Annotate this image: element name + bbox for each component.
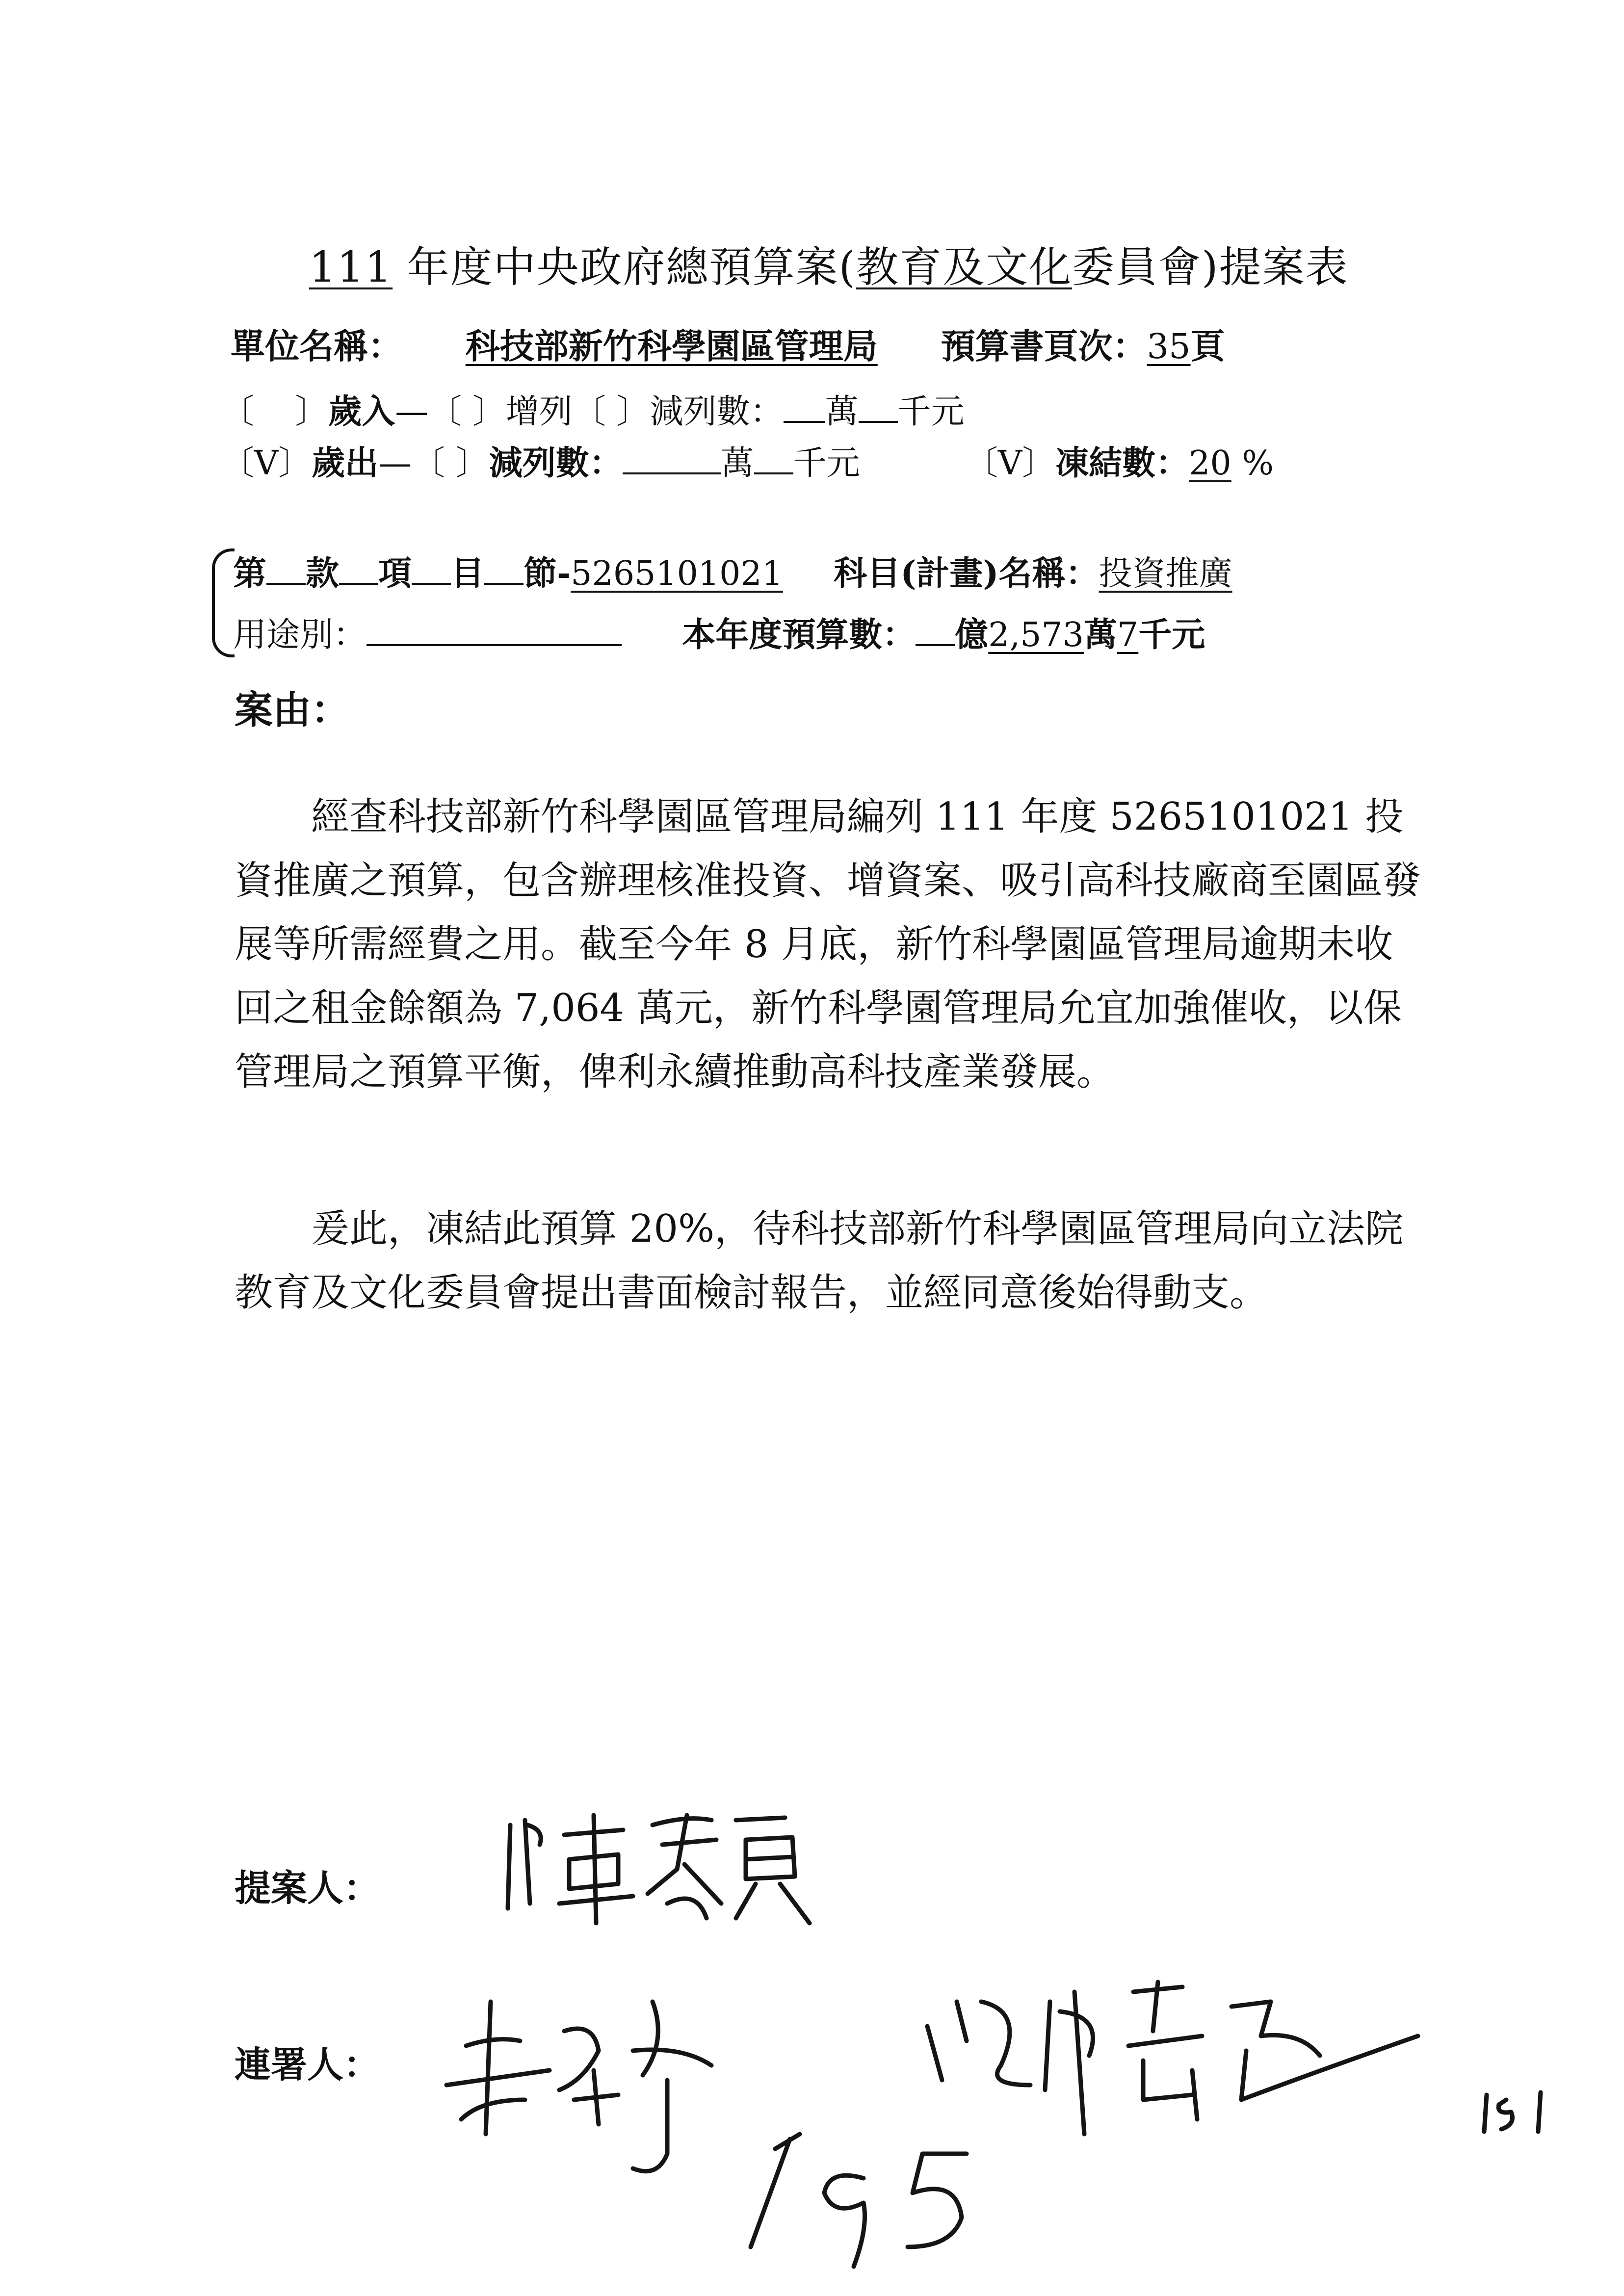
expense-mark: 〔V〕	[221, 444, 312, 483]
form-title	[309, 233, 1349, 294]
revenue-bracket-b: 〔 〕	[572, 392, 650, 431]
title-year: 111	[309, 243, 393, 292]
page-value: 35	[1147, 326, 1191, 366]
page-number	[1477, 2085, 1560, 2139]
cosigner-signatures	[437, 1972, 1467, 2276]
revenue-bracket-a: 〔 〕	[428, 392, 506, 431]
revenue-wan: 萬	[825, 392, 859, 431]
subject-label: 科目(計畫)名稱：	[834, 554, 1099, 593]
revenue-dash: —	[395, 392, 429, 431]
budget-amount: 2,573	[988, 616, 1084, 654]
unit-row	[231, 319, 1225, 368]
revenue-qian: 千元	[897, 392, 965, 431]
unit-value: 科技部新竹科學園區管理局	[465, 326, 878, 366]
item-mu: 目	[451, 554, 485, 593]
cosigner-label: 連署人：	[235, 2044, 380, 2086]
title-after: 委員會)提案表	[1072, 243, 1349, 292]
budget-yi: 億	[955, 615, 989, 654]
expense-decrease: 減列數：	[489, 444, 623, 483]
usage-row	[233, 608, 1205, 656]
budget-qian-amount: 7	[1117, 616, 1139, 654]
expense-dash: —	[378, 444, 412, 483]
budget-label: 本年度預算數：	[682, 615, 916, 654]
expense-row	[221, 437, 1274, 484]
revenue-open: 〔	[221, 392, 255, 431]
proposer-signature	[491, 1805, 834, 1933]
item-bracket	[212, 548, 235, 657]
subject-value: 投資推廣	[1099, 554, 1232, 593]
proposer-label: 提案人：	[235, 1867, 380, 1909]
budget-qian: 千元	[1138, 615, 1205, 654]
unit-label: 單位名稱：	[231, 326, 402, 366]
reason-paragraph-1: 經查科技部新竹科學園區管理局編列 111 年度 5265101021 投資推廣之預算，包含辦理核准投資、增資案、吸引高科技廠商至園區發展等所需經費之用。截至今年 8 月底，新竹科學園區管理局逾期未收回之租金餘額為 7,064 萬元，新竹科學園管理局允宜加強催收，以保管理局之預算平衡，俾利永續推動高科技產業發展。	[235, 795, 1421, 1094]
revenue-increase: 增列	[505, 392, 573, 431]
item-row	[233, 547, 1232, 595]
revenue-label: 歲入	[328, 392, 395, 431]
reason-paragraph-2: 爰此，凍結此預算 20%，待科技部新竹科學園區管理局向立法院教育及文化委員會提出書面檢討報告，並經同意後始得動支。	[235, 1207, 1404, 1315]
freeze-mark: 〔V〕	[965, 444, 1056, 483]
freeze-label: 凍結數：	[1055, 444, 1189, 483]
expense-qian: 千元	[793, 444, 860, 483]
title-committee: 教育及文化	[856, 243, 1073, 292]
expense-label: 歲出	[312, 444, 379, 483]
item-kuan: 款	[306, 554, 340, 593]
expense-wan: 萬	[720, 444, 754, 483]
page-label: 預算書頁次：	[941, 326, 1147, 366]
item-di: 第	[233, 554, 267, 593]
item-jie: 節-	[524, 554, 571, 593]
item-xiang: 項	[378, 554, 412, 593]
reason-label: 案由：	[235, 688, 350, 732]
item-code: 5265101021	[571, 554, 783, 593]
revenue-decrease: 減列數：	[650, 392, 784, 431]
expense-bracket: 〔 〕	[412, 444, 489, 483]
budget-wan: 萬	[1083, 615, 1117, 654]
freeze-value: 20	[1189, 444, 1231, 483]
page-suffix: 頁	[1190, 326, 1225, 366]
revenue-close: 〕	[295, 392, 329, 431]
title-before: 年度中央政府總預算案(	[393, 243, 857, 292]
freeze-unit: %	[1242, 444, 1274, 483]
usage-label: 用途別：	[233, 616, 367, 654]
revenue-row	[221, 385, 965, 433]
